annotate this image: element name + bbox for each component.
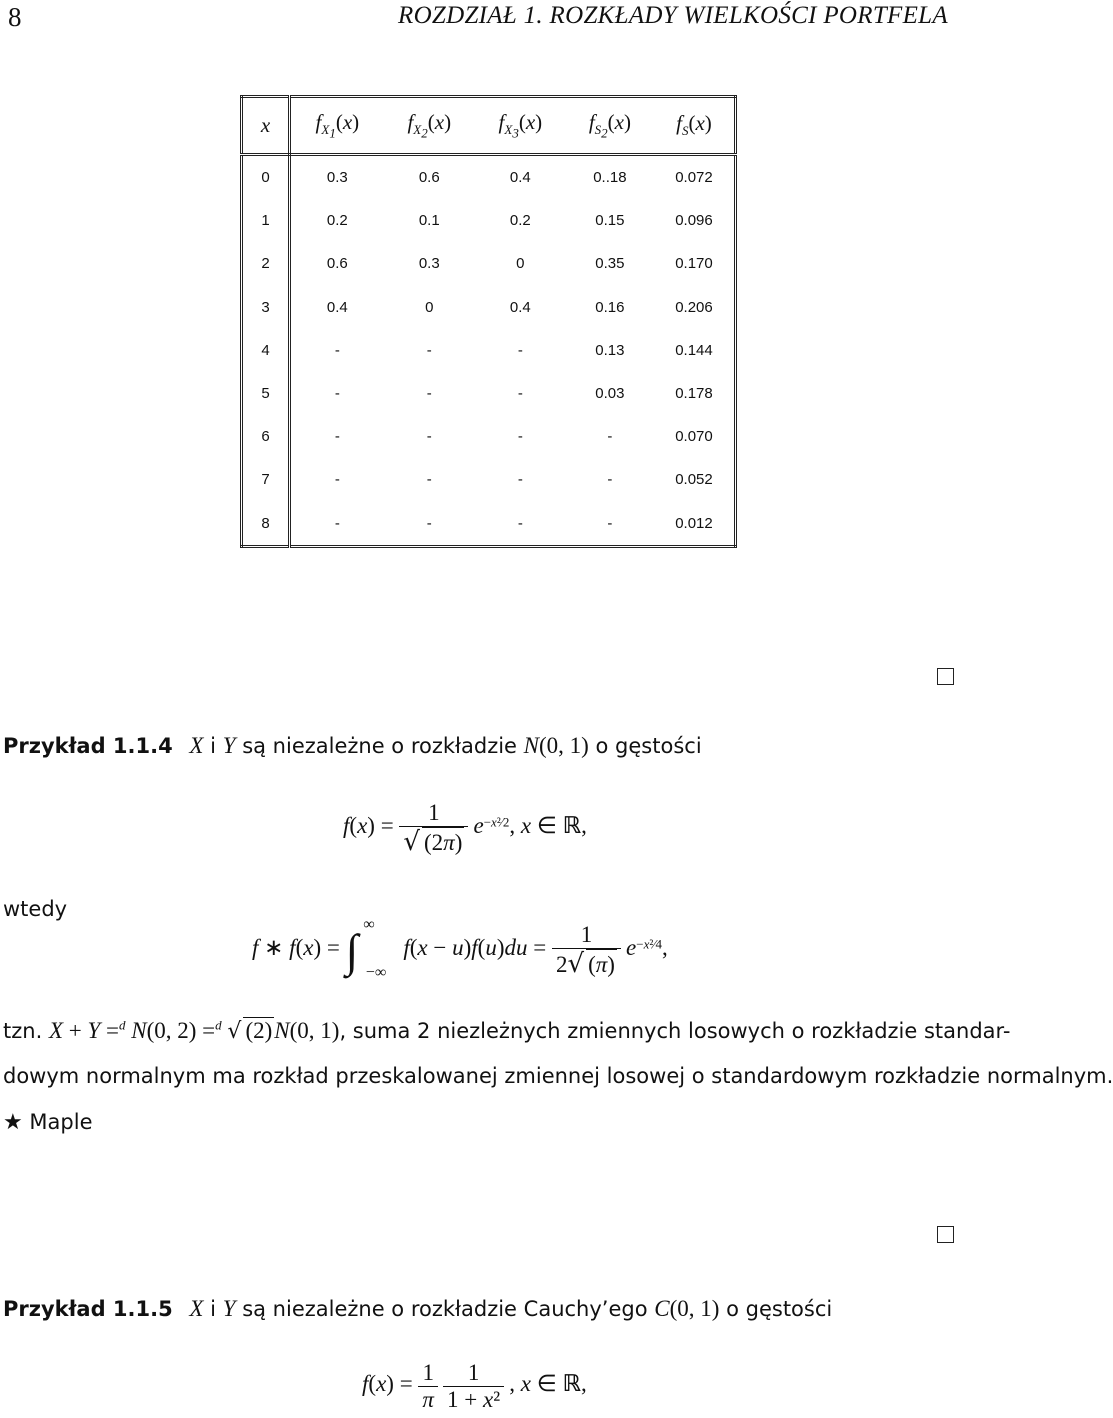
table-cell: - <box>607 471 613 489</box>
column-header-fx2: $f_{X_2}(x)$ <box>384 97 475 155</box>
table-cell: - <box>517 471 523 489</box>
table-row <box>242 329 736 372</box>
table-cell: 0.178 <box>675 385 713 403</box>
table-row <box>242 415 736 458</box>
table-cell: - <box>426 341 432 359</box>
table-cell: - <box>517 428 523 446</box>
table-cell: 0.6 <box>326 255 348 273</box>
table-cell: 0.4 <box>326 298 348 316</box>
example-1-1-4-heading: Przykład 1.1.4 X i Y są niezależne o rozkładzie N(0, 1) o gęstości <box>3 733 702 758</box>
table-cell: 1 <box>242 199 290 242</box>
fraction: $\frac{1}{\text{1 + x²}}$ <box>443 1360 504 1413</box>
column-header-fx1: $f_{X_1}(x)$ <box>290 97 384 155</box>
table-cell: - <box>334 341 340 359</box>
table-cell: - <box>517 341 523 359</box>
table-row <box>242 155 736 200</box>
table-cell: - <box>517 385 523 403</box>
table-cell: 0.144 <box>675 341 713 359</box>
table-cell: 0.2 <box>326 212 348 230</box>
end-of-proof-square <box>937 1226 954 1243</box>
table-cell: - <box>607 428 613 446</box>
table-cell: 3 <box>242 286 290 329</box>
cauchy-density-formula: f(x) = $\frac{1}{\pi}$ $\frac{1}{\text{1 + x²}}$ , x ∈ ℝ, <box>362 1360 587 1412</box>
table-cell: - <box>334 514 340 532</box>
table-cell: 6 <box>242 415 290 458</box>
table-cell: 0.2 <box>509 212 531 230</box>
running-head: ROZDZIAŁ 1. ROZKŁADY WIELKOŚCI PORTFELA <box>398 2 948 29</box>
column-header-fx3: $f_{X_3}(x)$ <box>475 97 566 155</box>
table-cell: - <box>334 428 340 446</box>
table-row <box>242 372 736 415</box>
table-cell: 0.052 <box>675 471 713 489</box>
maple-item <box>3 1110 93 1135</box>
column-header-fs2: $f_{S_2}(x)$ <box>566 97 654 155</box>
fraction: $\frac{1}{2√ (\pi)}$ <box>552 922 621 979</box>
table-cell: 0.170 <box>675 255 713 273</box>
table-cell: - <box>334 471 340 489</box>
table-cell: - <box>426 428 432 446</box>
table-cell: 0.096 <box>675 212 713 230</box>
table-cell: 0.15 <box>595 212 625 230</box>
table-row <box>242 199 736 242</box>
table-cell: 4 <box>242 329 290 372</box>
table-row <box>242 286 736 329</box>
column-header-x: x <box>242 97 290 155</box>
tzn-line-continued: dowym normalnym ma rozkład przeskalowanej zmiennej losowej o standardowym rozkładzie normalnym. <box>3 1064 1113 1088</box>
table-row <box>242 242 736 285</box>
table-cell: 0.1 <box>418 212 440 230</box>
example-1-1-5-heading: Przykład 1.1.5 X i Y są niezależne o rozkładzie Cauchy’ego C(0, 1) o gęstości <box>3 1296 833 1321</box>
table-cell: - <box>426 385 432 403</box>
table-cell: - <box>426 514 432 532</box>
distribution-table <box>240 95 737 548</box>
table-cell: - <box>517 514 523 532</box>
table-cell: - <box>607 514 613 532</box>
table-cell: 0.6 <box>418 169 440 187</box>
table-row <box>242 458 736 501</box>
table-cell: 0 <box>242 155 290 200</box>
table-cell: 5 <box>242 372 290 415</box>
table-cell: 7 <box>242 458 290 501</box>
table-body <box>242 155 736 547</box>
table-cell: 0.16 <box>595 298 625 316</box>
table-cell: 0.3 <box>326 169 348 187</box>
table-cell: 8 <box>242 502 290 547</box>
page-number: 8 <box>8 2 22 32</box>
table-cell: 0.35 <box>595 255 625 273</box>
table-cell: 2 <box>242 242 290 285</box>
table-cell: 0.3 <box>418 255 440 273</box>
fraction: $\frac{1}{√ (2\pi)}$ <box>399 800 468 857</box>
convolution-formula: f ∗ f(x) = ∫ ∞ −∞ f(x − u)f(u)du = $\frac{1}{2√ (\pi)}$ $e^{-x^2⁄4}$, <box>252 915 668 981</box>
wtedy-text: wtedy <box>3 897 68 921</box>
table-cell: 0.072 <box>675 169 713 187</box>
table-row <box>242 502 736 547</box>
table-cell: 0.13 <box>595 341 625 359</box>
tzn-line: tzn. X + Y =$^d$ N(0, 2) =$^d$ √ (2)N(0, 1), suma 2 niezleżnych zmiennych losowych o rozkładzie standar- <box>3 1017 1011 1044</box>
table-cell: 0.070 <box>675 428 713 446</box>
example-label: Przykład 1.1.5 <box>3 1297 173 1321</box>
table-cell: 0.4 <box>509 298 531 316</box>
table-cell: 0..18 <box>593 169 627 187</box>
table-cell: 0.012 <box>675 514 713 532</box>
table-cell: 0.03 <box>595 385 625 403</box>
table-cell: - <box>426 471 432 489</box>
table-cell: 0 <box>425 298 434 316</box>
table-cell: 0.206 <box>675 298 713 316</box>
end-of-proof-square <box>937 668 954 685</box>
normal-density-formula: f(x) = $\frac{1}{√ (2\pi)}$ $e^{-x^2⁄2}$, x ∈ ℝ, <box>343 800 587 857</box>
table-cell: - <box>334 385 340 403</box>
table-cell: 0 <box>516 255 525 273</box>
maple-label: Maple <box>29 1110 93 1134</box>
table-header-row <box>242 97 736 155</box>
star-icon: ★ <box>3 1110 23 1135</box>
table-cell: 0.4 <box>509 169 531 187</box>
column-header-fs: $f_S(x)$ <box>654 97 736 155</box>
fraction: $\frac{1}{\pi}$ <box>418 1360 438 1413</box>
example-label: Przykład 1.1.4 <box>3 734 173 758</box>
